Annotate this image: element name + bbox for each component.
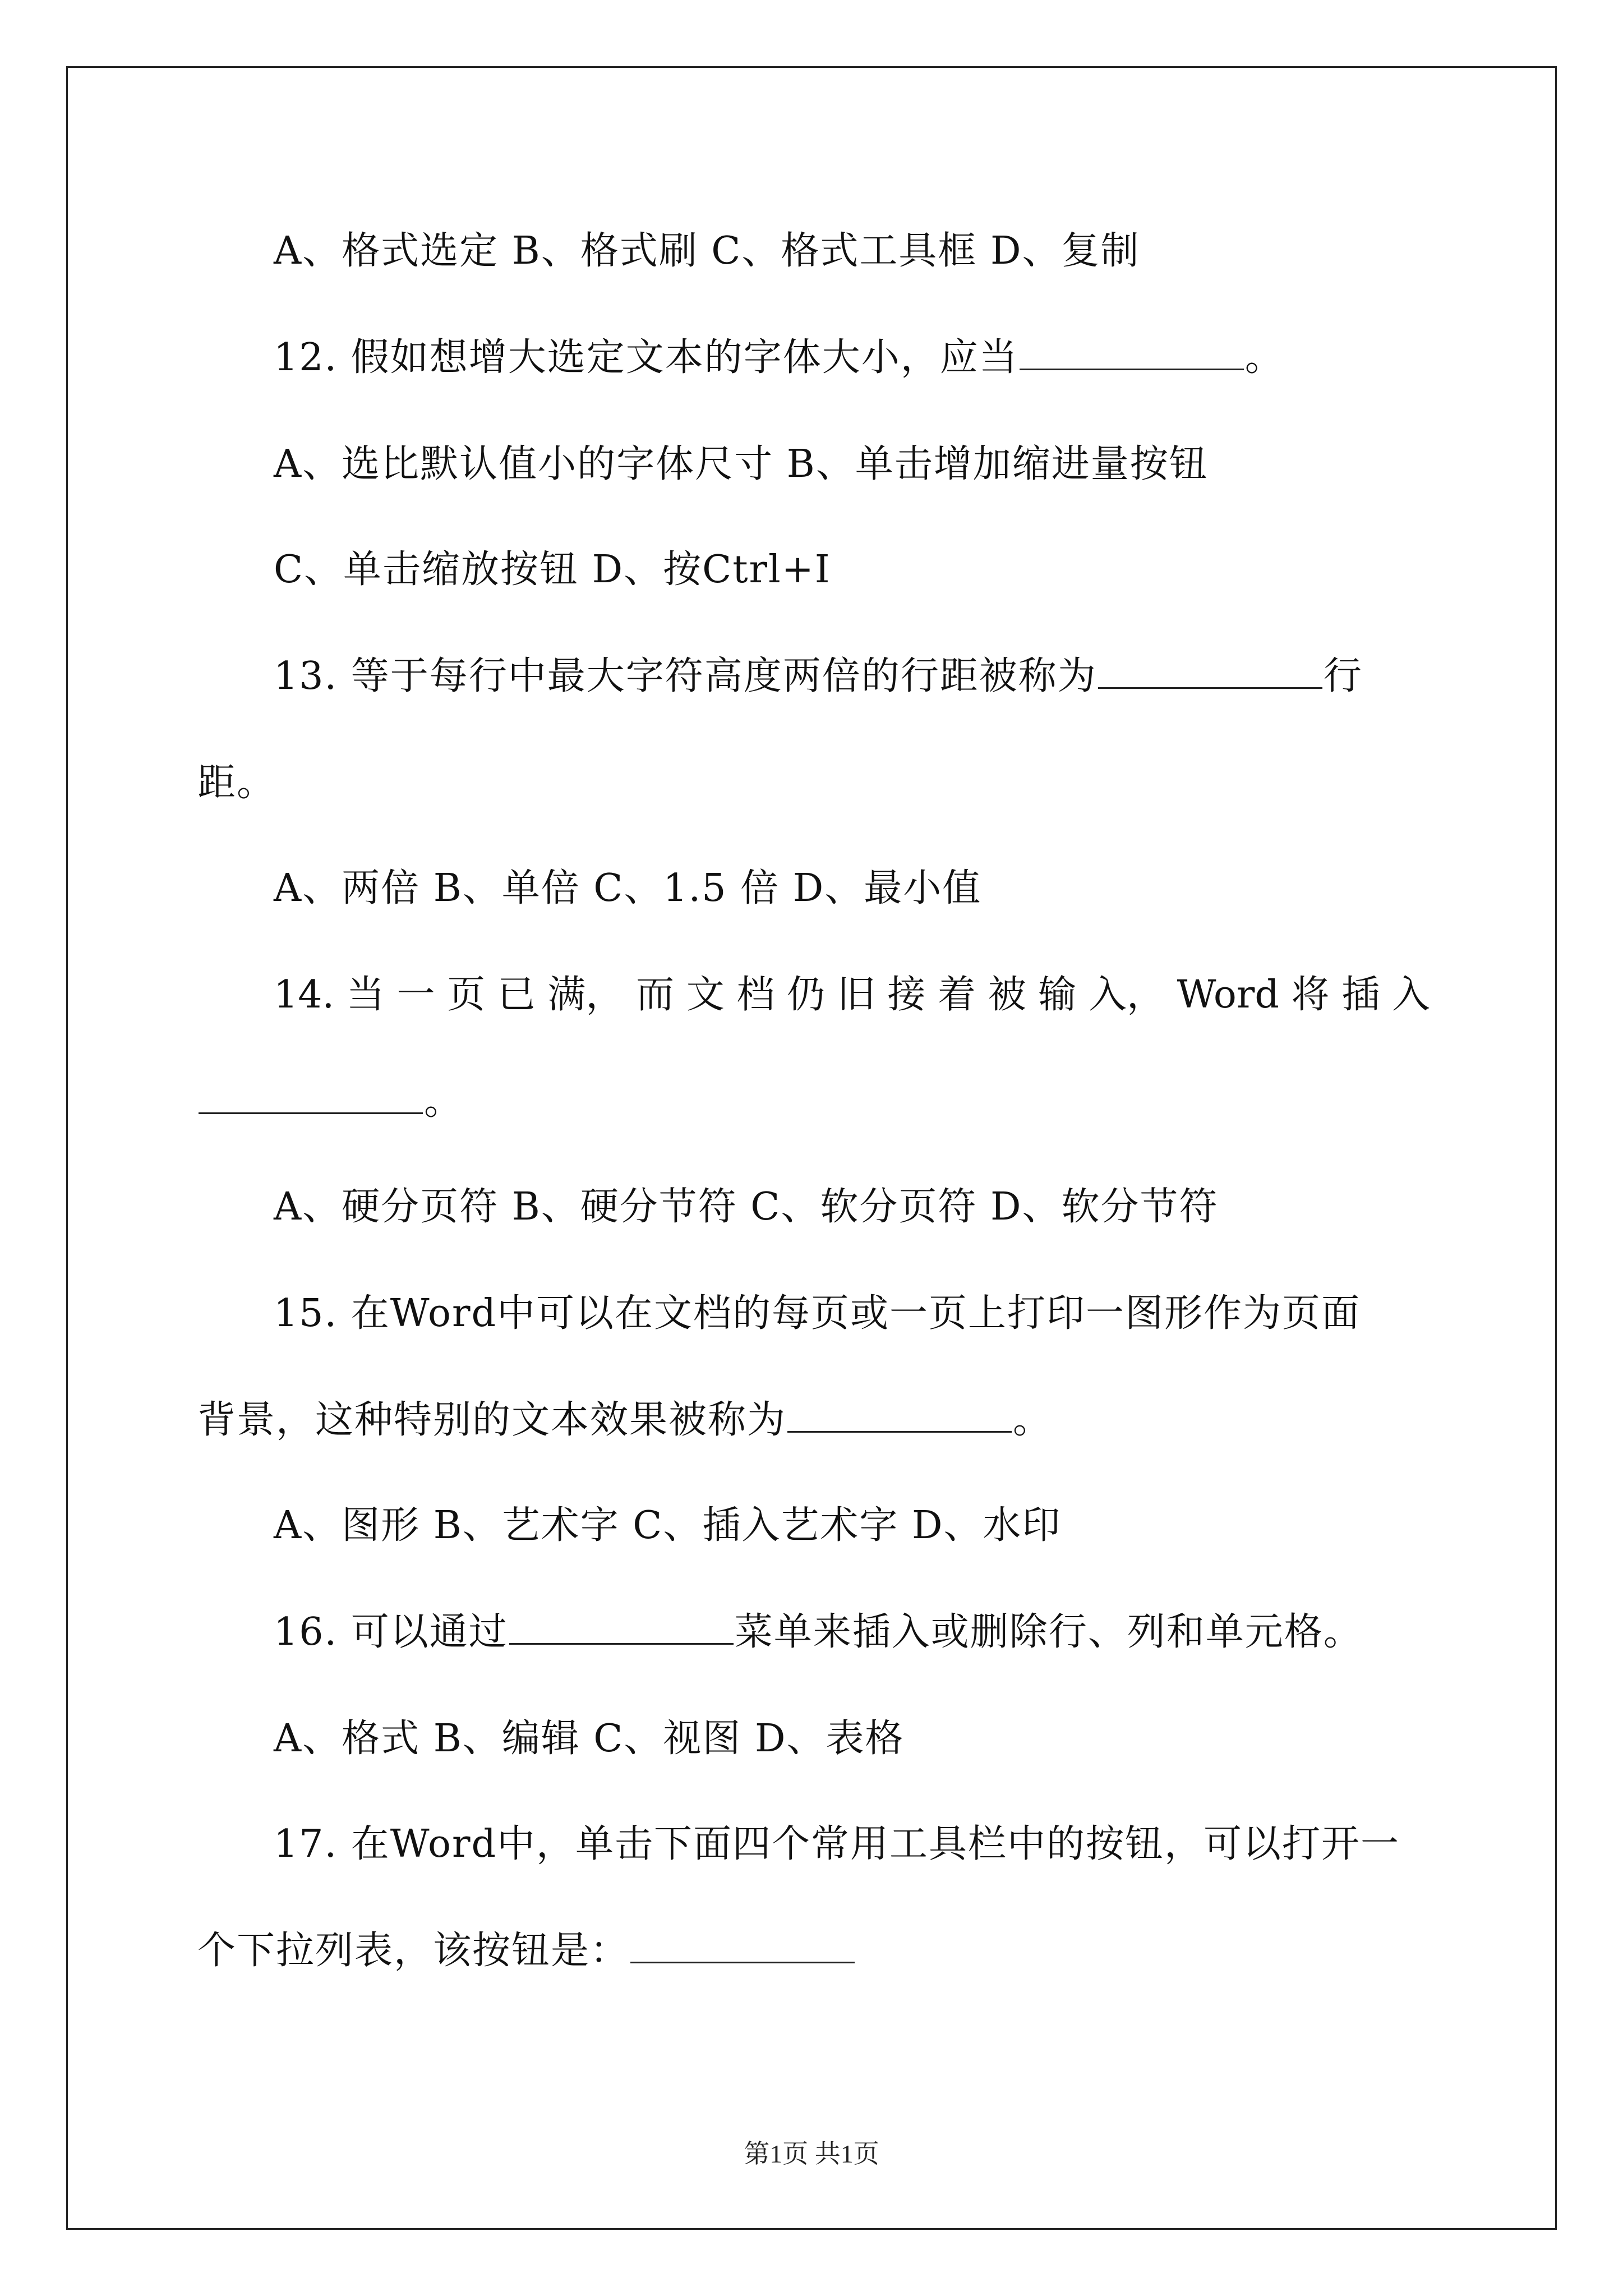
question-14-segment: 满，	[547, 973, 624, 1017]
question-14-segment: 入，	[1088, 973, 1165, 1017]
question-14-segment: 页	[447, 973, 486, 1017]
question-14-segment: 文	[686, 973, 725, 1017]
question-14-end: 。	[424, 1079, 464, 1124]
question-14	[274, 973, 1430, 1018]
question-15: 15. 在Word中可以在文档的每页或一页上打印一图形作为页面	[274, 1291, 1361, 1336]
question-15-continued-text: 背景，这种特别的文本效果被称为	[197, 1398, 787, 1442]
question-15-continued	[197, 1398, 1052, 1443]
question-14-continued	[197, 1079, 463, 1124]
question-14-segment: 旧	[837, 973, 875, 1017]
option-line-13: A、两倍 B、单倍 C、1.5 倍 D、最小值	[274, 866, 982, 910]
question-12-text: 12. 假如想增大选定文本的字体大小，应当	[274, 335, 1018, 380]
option-line-11: A、格式选定 B、格式刷 C、格式工具框 D、复制	[274, 229, 1140, 273]
answer-blank	[630, 1959, 855, 1963]
question-16-end: 菜单来插入或删除行、列和单元格。	[734, 1610, 1363, 1654]
option-line-12a: A、选比默认值小的字体尺寸 B、单击增加缩进量按钮	[274, 442, 1209, 486]
question-13	[274, 654, 1363, 699]
answer-blank	[199, 1110, 423, 1114]
question-14-segment: 14.	[274, 973, 335, 1017]
question-14-segment: 一	[396, 973, 435, 1017]
question-14-segment: 将	[1291, 973, 1330, 1017]
question-14-segment: 接	[887, 973, 926, 1017]
question-12-end: 。	[1244, 335, 1284, 380]
question-14-segment: 已	[497, 973, 536, 1017]
question-13-continued: 距。	[197, 761, 276, 805]
question-17-continued-text: 个下拉列表，该按钮是：	[197, 1929, 630, 1973]
page-border	[66, 66, 1557, 2230]
answer-blank	[787, 1429, 1012, 1433]
question-14-segment: 着	[938, 973, 976, 1017]
option-line-14: A、硬分页符 B、硬分节符 C、软分页符 D、软分节符	[274, 1185, 1219, 1229]
question-16-text: 16. 可以通过	[274, 1610, 508, 1654]
question-14-segment: Word	[1177, 973, 1279, 1017]
question-14-segment: 仍	[787, 973, 826, 1017]
answer-blank	[1098, 685, 1322, 689]
question-17: 17. 在Word中，单击下面四个常用工具栏中的按钮，可以打开一	[274, 1822, 1400, 1866]
question-13-end: 行	[1323, 654, 1363, 698]
option-line-15: A、图形 B、艺术字 C、插入艺术字 D、水印	[274, 1503, 1062, 1548]
question-17-continued	[197, 1929, 856, 1973]
question-12	[274, 335, 1284, 380]
question-16	[274, 1610, 1363, 1655]
question-14-segment: 插	[1341, 973, 1380, 1017]
question-14-segment: 入	[1391, 973, 1430, 1017]
question-14-segment: 输	[1038, 973, 1077, 1017]
question-14-segment: 被	[988, 973, 1026, 1017]
question-14-segment: 而	[636, 973, 675, 1017]
option-line-16: A、格式 B、编辑 C、视图 D、表格	[274, 1717, 905, 1761]
question-14-segment: 档	[736, 973, 775, 1017]
question-13-text: 13. 等于每行中最大字符高度两倍的行距被称为	[274, 654, 1097, 698]
answer-blank	[1020, 366, 1244, 370]
answer-blank	[509, 1641, 734, 1645]
question-15-end: 。	[1013, 1398, 1053, 1442]
option-line-12b: C、单击缩放按钮 D、按Ctrl+I	[274, 547, 831, 592]
page-footer: 第1页 共1页	[744, 2139, 879, 2168]
question-14-segment: 当	[346, 973, 385, 1017]
